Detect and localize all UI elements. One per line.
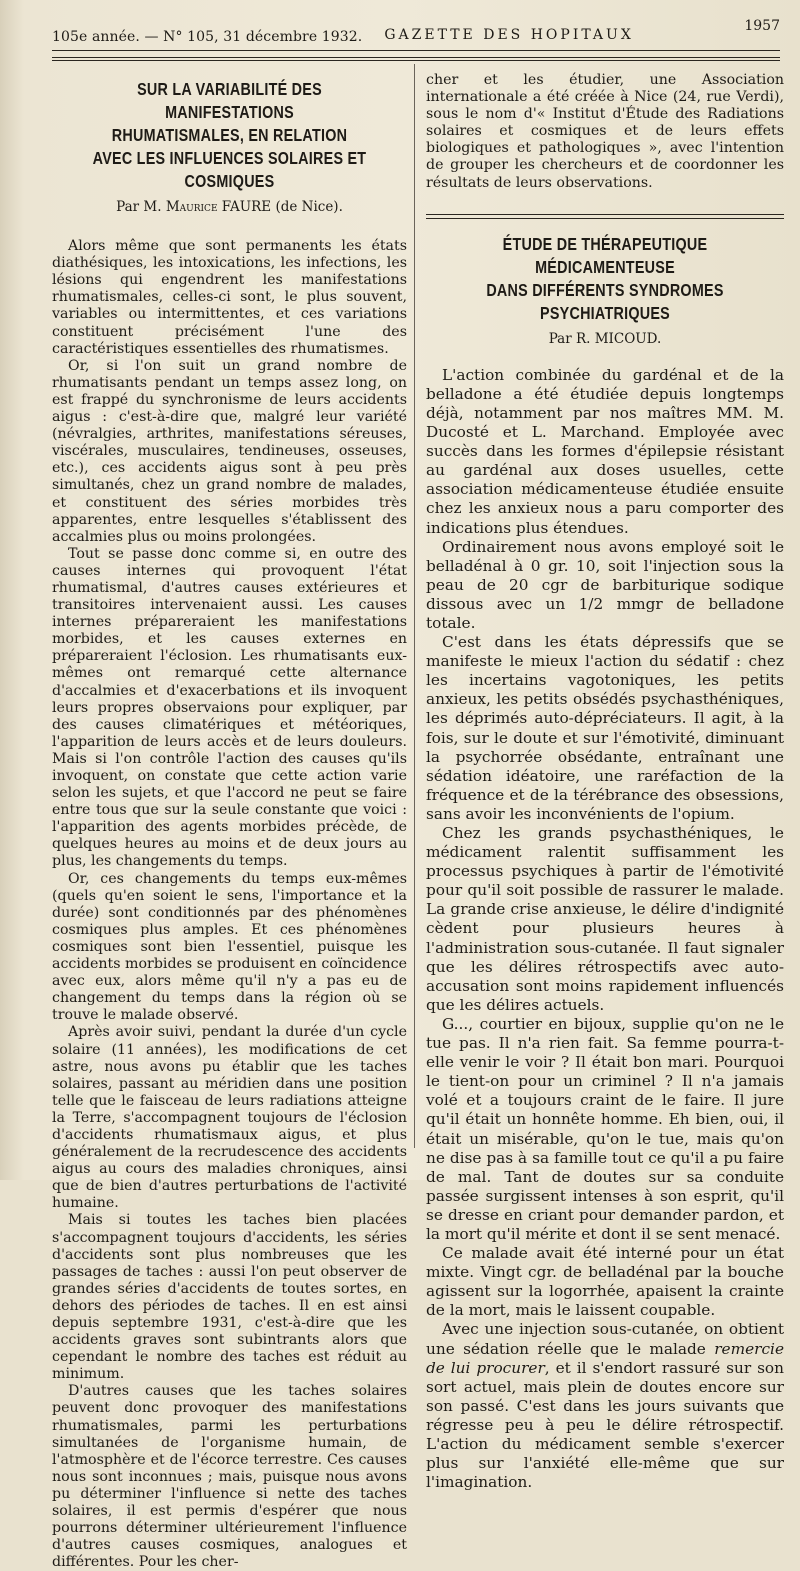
page-number: 1957 (744, 18, 780, 34)
article2-title (426, 233, 784, 325)
article1-title (52, 78, 407, 193)
article2-body (426, 366, 784, 1493)
paragraph: G..., courtier en bijoux, supplie qu'on ne le tue pas. Il n'a rien fait. Sa femme pourra-t-elle venir le voir ? Il était bon mari. Pourquoi le tient-on pour un criminel ? Il n'a jamais volé et a toujours craint de le faire. Il jure qu'il était un honnête homme. Eh bien, oui, il était un misérable, qu'on le tue, mais qu'on ne dise pas à sa famille tout ce qu'il a pu faire de mal. Tant de doutes sur sa conduite passée surgissent intenses à son esprit, qu'il se dresse en criant pour demander pardon, et la mort qu'il mérite et dont il se sent menacé. (426, 1014, 784, 1243)
right-column (426, 72, 784, 1492)
author-prefix: Par M. (116, 199, 162, 215)
italic-phrase: remercie de lui procurer (426, 1339, 784, 1377)
paragraph: Ordinairement nous avons employé soit le belladénal à 0 gr. 10, soit l'injection sous la peau de 20 cgr de barbiturique sodique dissous avec un 1/2 mmgr de belladone totale. (426, 537, 784, 632)
article1-title-line: AVEC LES INFLUENCES SOLAIRES ET COSMIQUES (92, 148, 367, 191)
article-separator (426, 218, 784, 219)
paragraph: Or, si l'on suit un grand nombre de rhumatisants pendant un temps assez long, on est frappé du synchronisme de leurs accidents aigus : c'est-à-dire que, malgré leur variété (névralgies, arthrites, manifestations séreuses, viscérales, musculaires, tendineuses, osseuses, etc.), ces accidents aigus sont à peu près simultanés, chez un grand nombre de malades, et constituent des séries morbides très apparentes, entre lesquelles s'établissent des accalmies plus ou moins prolongées. (52, 357, 407, 545)
article1-title-line: RHUMATISMALES, EN RELATION (111, 125, 348, 145)
paragraph: D'autres causes que les taches solaires peuvent donc provoquer des manifestations rhumatismales, parmi les perturbations simultanées de l'organisme humain, de l'atmosphère et de l'écorce terrestre. Ces causes nous sont inconnues ; mais, puisque nous avons pu déterminer l'influence si nette des taches solaires, il est permis d'espérer que nous pourrons déterminer ultérieurement l'influence d'autres causes cosmiques, analogues et différentes. Pour les cher- (52, 1383, 407, 1571)
paragraph: Après avoir suivi, pendant la durée d'un cycle solaire (11 années), les modifications de cet astre, nous avons pu établir que les taches solaires, passant au méridien dans une position telle que le faisceau de leurs radiations atteigne la Terre, s'accompagnent toujours de l'éclosion d'accidents rhumatismaux aigus, et plus généralement de la recrudescence des accidents aigus au cours des maladies chroniques, ainsi que de bien d'autres perturbations de l'activité humaine. (52, 1024, 407, 1212)
journal-name: GAZETTE DES HOPITAUX (384, 27, 634, 43)
header-rule-2 (52, 57, 780, 58)
paragraph: L'action combinée du gardénal et de la belladone a été étudiée depuis longtemps déjà, notamment par nos maîtres MM. M. Ducosté et L. Marchand. Employée avec succès dans les formes d'épilepsie résistant au gardénal aux doses usuelles, cette association médicamenteuse étudiée ensuite chez les anxieux nous a paru comporter des indications plus étendues. (426, 365, 784, 537)
paragraph: C'est dans les états dépressifs que se manifeste le mieux l'action du sédatif : chez les incertains vagotoniques, les petits anxieux, les petits obsédés psychasthéniques, les déprimés auto-dépréciateurs. Il agit, à la fois, sur le doute et sur l'émotivité, diminuant la psychorrée obsédante, entraînant une sédation idéatoire, une raréfaction de la fréquence et de la térébrance des obsessions, sans avoir les inconvénients de l'opium. (426, 633, 784, 823)
paragraph: Mais si toutes les taches bien placées s'accompagnent toujours d'accidents, les séries d'accidents sont plus nombreuses que les passages de taches : aussi l'on peut observer de grandes séries d'accidents de toutes sortes, en dehors des périodes de taches. Il en est ainsi depuis septembre 1931, c'est-à-dire que les accidents graves sont subintrants alors que cependant le nombre des taches est réduit au minimum. (52, 1212, 407, 1383)
article2-title-line: ÉTUDE DE THÉRAPEUTIQUE MÉDICAMENTEUSE (502, 233, 708, 277)
author-suffix: (de Nice). (275, 199, 343, 215)
paragraph: Chez les grands psychasthéniques, le médicament ralentit suffisamment les processus psychiques à partir de l'émotivité pour qu'il soit possible de rassurer le malade. La grande crise anxieuse, le délire d'indignité cèdent pour plusieurs heures à l'administration sous-cutanée. Il faut signaler que les délires rétrospectifs avec auto-accusation sont moins rapidement influencés que les délires actuels. (426, 824, 784, 1014)
article2-author: Par R. MICOUD. (548, 330, 662, 347)
header-rule-3 (52, 60, 780, 61)
paragraph: Or, ces changements du temps eux-mêmes (quels qu'en soient le sens, l'importance et la durée) sont conditionnés par des phénomènes cosmiques plus amples. Et ces phénomènes cosmiques sont bien l'essentiel, puisque les accidents morbides se produisent en coïncidence avec eux, alors même qu'il n'y a pas eu de changement du temps dans la région où se trouve le malade observé. (52, 870, 407, 1024)
text-run: Avec une injection sous-cutanée, on obtient une sédation réelle que le malade (426, 1320, 784, 1358)
article1-continuation: cher et les étudier, une Association internationale a été créée à Nice (24, rue Verdi), sous le nom d'« Institut d'Étude des Radiations solaires et cosmiques et de leurs effets biologiques et pathologiques », avec l'intention de grouper les chercheurs et de coordonner les résultats de leurs observations. (426, 72, 784, 191)
article-separator (426, 214, 784, 215)
paragraph: Tout se passe donc comme si, en outre des causes internes qui provoquent l'état rhumatismal, d'autres causes extérieures et transitoires intervenaient aussi. Les causes internes prépareraient les manifestations morbides, et les causes externes en prépareraient l'éclosion. Les rhumatisants eux-mêmes ont remarqué cette alternance d'accalmies et d'exacerbations et ils invoquent leurs propres observaions pour expliquer, par des causes climatériques et météoriques, l'apparition de leurs accès et de leurs douleurs. Mais si l'on contrôle l'action des causes qu'ils invoquent, on constate que cette action varie selon les sujets, et que l'accord ne peut se faire entre tous que sur la seule constante que voici : l'apparition des agents morbides précède, de quelques heures au moins et de deux jours au plus, les changements du temps. (52, 545, 407, 870)
article1-title-line: SUR LA VARIABILITÉ DES MANIFESTATIONS (137, 79, 322, 122)
article1-author (52, 199, 407, 216)
paragraph (426, 1320, 784, 1492)
author-name: Maurice FAURE (165, 199, 272, 215)
column-divider (414, 64, 415, 1148)
header-rule (52, 50, 780, 51)
text-run: , et il s'endort rassuré sur son sort actuel, mais plein de doutes encore sur son passé. C'est dans les jours suivants que régresse peu à peu le délire rétrospectif. L'action du médicament semble s'exercer plus sur l'anxiété elle-même que sur l'imagination. (426, 1358, 784, 1492)
paragraph: Alors même que sont permanents les états diathésiques, les intoxications, les infections, les lésions qui engendrent les manifestations rhumatismales, celles-ci sont, le plus souvent, variables ou intermittentes, et ces variations constituent précisément l'une des caractéristiques essentielles des rhumatismes. (52, 238, 407, 357)
article2-title-line: DANS DIFFÉRENTS SYNDROMES PSYCHIATRIQUES (486, 279, 724, 323)
running-header (52, 18, 780, 48)
paragraph: Ce malade avait été interné pour un état mixte. Vingt cgr. de belladénal par la bouche agissent sur la logorrhée, apaisent la crainte de la mort, mais le laissent coupable. (426, 1244, 784, 1320)
left-column (52, 72, 407, 1571)
issue-info: 105e année. — N° 105, 31 décembre 1932. (52, 29, 363, 45)
